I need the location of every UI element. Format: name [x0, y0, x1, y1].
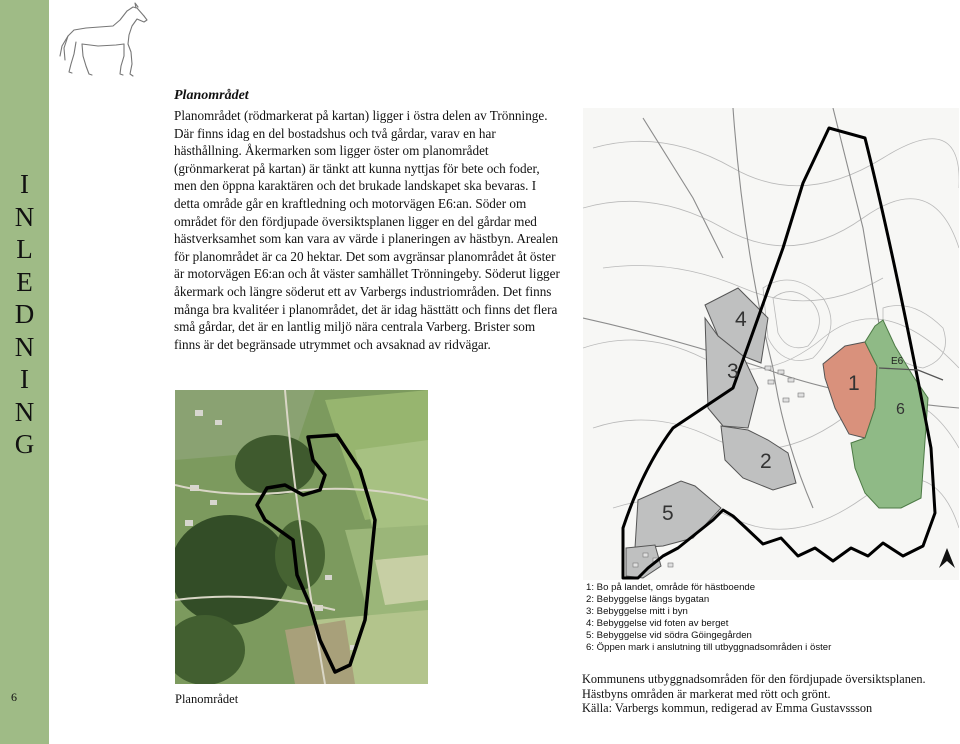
legend-item: 6: Öppen mark i anslutning till utbyggnadsområden i öster — [586, 642, 832, 654]
map-caption — [582, 672, 960, 716]
area-number-3: 3 — [727, 360, 739, 383]
sidebar-band — [0, 0, 49, 744]
planning-map — [583, 108, 959, 580]
aerial-photo — [175, 390, 428, 684]
area-number-1: 1 — [848, 372, 860, 395]
map-caption-text: Kommunens utbyggnadsområden för den fördjupade översiktsplanen. Hästbyns områden är markerat med rött och grönt. — [582, 672, 926, 701]
title-letter: I — [20, 169, 29, 199]
vertical-section-title — [0, 168, 49, 461]
body-text: Planområdet (rödmarkerat på kartan) ligger i östra delen av Trönninge. Där finns idag en del bostadshus och två gårdar, varav en har hästhållning. Åkermarken som ligger öster om planområdet (grönmarkerat på kartan) är tänkt att kunna nyttjas för bete och foder, men den öppna karaktären och det brukade landskapet ska bevaras. I detta område går en kraftledning och motorvägen E6:an. Söder om området för den fördjupade översiktsplanen ligger en del gårdar med hästverksamhet som kan vara av värde i planeringen av hästbyn. Arealen för planområdet är ca 20 hektar. Det som avgränsar planområdet åt öster är motorvägen E6:an och åt väster samhället Trönningeby. Söderut ligger åkermark och längre söderut ett av Varbergs industriområden. Det finns många bra kvalitéer i planområdet, det är idag hästtätt och finns det flera små gårdar, det är en lantlig miljö nära centrala Varberg. Brister som finns är det begränsade utrymmet och avsaknad av ridvägar. — [174, 108, 560, 352]
title-letter: G — [14, 429, 35, 459]
area-number-2: 2 — [760, 450, 772, 473]
legend-item: 1: Bo på landet, område för hästboende — [586, 582, 756, 593]
area-number-6: 6 — [896, 401, 905, 418]
map-source: Källa: Varbergs kommun, redigerad av Emma Gustavssson — [582, 701, 873, 716]
section-heading: Planområdet — [174, 88, 249, 103]
area-number-5: 5 — [662, 502, 674, 525]
legend-item: 2: Bebyggelse längs bygatan — [586, 594, 710, 606]
title-letter: E — [16, 266, 33, 297]
legend-item: 5: Bebyggelse vid södra Göingegården — [586, 630, 752, 642]
title-letter: N — [14, 331, 35, 362]
area-number-4: 4 — [735, 308, 747, 331]
legend-item: 4: Bebyggelse vid foten av berget — [586, 618, 729, 630]
page-number: 6 — [11, 690, 17, 704]
title-letter: N — [14, 201, 35, 232]
title-letter: N — [14, 396, 35, 427]
map-legend — [586, 582, 946, 655]
title-letter: D — [14, 299, 35, 329]
horse-icon — [58, 2, 150, 80]
legend-item: 3: Bebyggelse mitt i byn — [586, 606, 688, 618]
title-letter: L — [16, 234, 33, 264]
title-letter: I — [20, 364, 29, 394]
e6-label: E6 — [891, 356, 904, 367]
aerial-caption: Planområdet — [175, 692, 239, 706]
